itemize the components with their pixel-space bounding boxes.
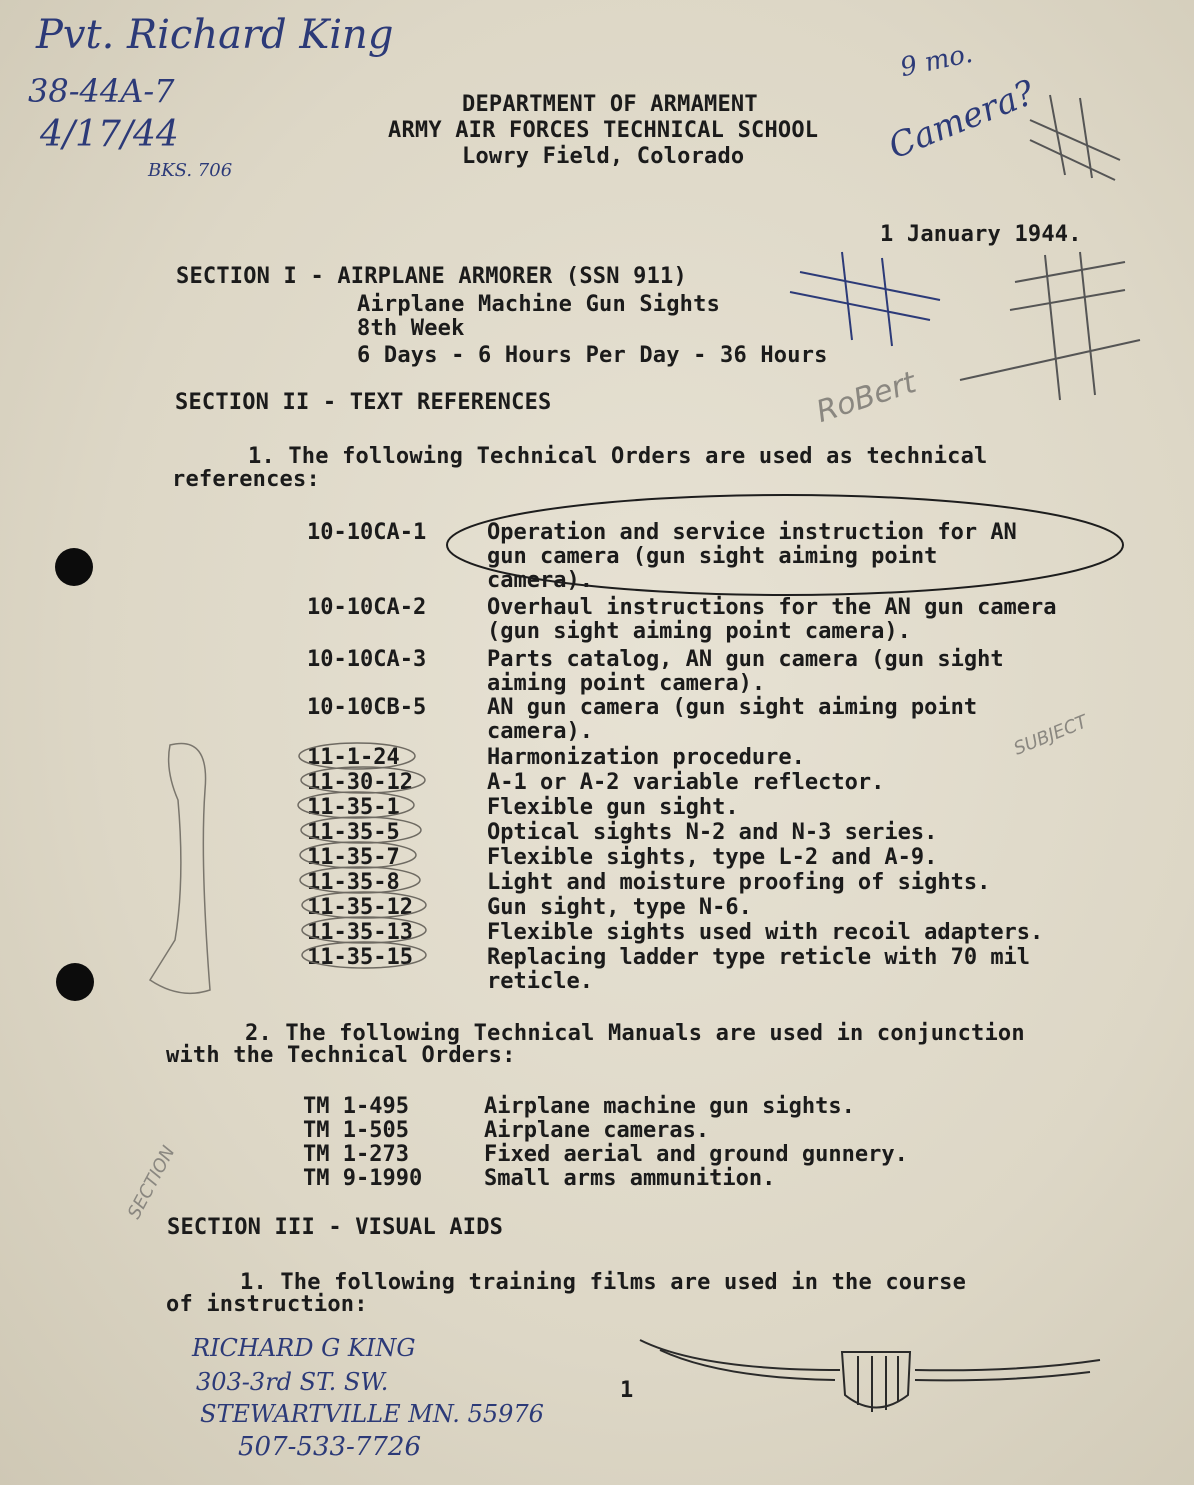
handwritten-camera-note: Camera? [883,72,1041,168]
tech-order-description: gun camera (gun sight aiming point [487,544,938,569]
section3-para1-line2: of instruction: [166,1292,368,1317]
tech-order-code: 10-10CA-3 [307,647,427,672]
tech-order-description: Flexible sights used with recoil adapters. [487,920,1044,945]
tech-order-description: Optical sights N-2 and N-3 series. [487,820,938,845]
section1-title: SECTION I - AIRPLANE ARMORER (SSN 911) [176,264,687,289]
handwritten-number: 38-44A-7 [28,72,175,110]
pencil-section-note: SECTION [123,1142,180,1223]
pencil-ovals [298,743,426,968]
tech-order-description: Flexible gun sight. [487,795,739,820]
pencil-subject-note: SUBJECT [1010,711,1091,760]
manual-description: Fixed aerial and ground gunnery. [484,1142,908,1167]
page-number: 1 [620,1378,634,1403]
tech-order-description: (gun sight aiming point camera). [487,619,911,644]
tech-order-code: 11-35-7 [307,845,400,870]
header-department: DEPARTMENT OF ARMAMENT [462,92,758,117]
pencil-robert-note: RoBert [812,365,921,430]
tech-order-description: A-1 or A-2 variable reflector. [487,770,885,795]
section1-week: 8th Week [357,316,465,341]
manual-code: TM 1-505 [303,1118,409,1143]
address-city: STEWARTVILLE MN. 55976 [200,1400,544,1428]
tech-order-code: 11-30-12 [307,770,413,795]
tech-order-code: 11-35-1 [307,795,400,820]
tic-tac-toe-doodle-3 [1030,95,1120,180]
address-name: RICHARD G KING [192,1334,416,1362]
tech-order-description: reticle. [487,969,593,994]
section2-para2-line1: 2. The following Technical Manuals are used in conjunction [245,1021,1025,1046]
header-date: 1 January 1944. [880,222,1082,247]
manual-code: TM 9-1990 [303,1166,423,1191]
tech-order-code: 11-35-13 [307,920,413,945]
tech-order-description: AN gun camera (gun sight aiming point [487,695,978,720]
tech-order-description: Harmonization procedure. [487,745,805,770]
tech-order-description: Overhaul instructions for the AN gun camera [487,595,1057,620]
handwritten-months: 9 mo. [897,38,976,84]
ink-ellipse [447,495,1123,595]
section2-para1-line2: references: [172,467,320,492]
tech-order-code: 10-10CA-1 [307,520,427,545]
section1-hours: 6 Days - 6 Hours Per Day - 36 Hours [357,343,828,368]
tech-order-description: Replacing ladder type reticle with 70 mil [487,945,1031,970]
handwritten-date: 4/17/44 [40,114,179,155]
tech-order-code: 11-35-5 [307,820,400,845]
handwritten-name: Pvt. Richard King [36,12,394,58]
tech-order-code: 11-1-24 [307,745,400,770]
tech-order-description: Operation and service instruction for AN [487,520,1017,545]
header-school: ARMY AIR FORCES TECHNICAL SCHOOL [388,118,819,143]
tech-order-description: camera). [487,568,593,593]
tech-order-code: 11-35-15 [307,945,413,970]
section2-para2-line2: with the Technical Orders: [166,1043,516,1068]
tic-tac-toe-doodle-2 [960,252,1140,400]
pencil-sketch [150,743,210,993]
tic-tac-toe-doodle-1 [790,252,940,346]
tech-order-description: Light and moisture proofing of sights. [487,870,991,895]
section3-para1-line1: 1. The following training films are used in the course [240,1270,967,1295]
tech-order-description: Flexible sights, type L-2 and A-9. [487,845,938,870]
manual-description: Airplane machine gun sights. [484,1094,855,1119]
manual-code: TM 1-273 [303,1142,409,1167]
tech-order-code: 10-10CA-2 [307,595,427,620]
tech-order-code: 11-35-12 [307,895,413,920]
section2-title: SECTION II - TEXT REFERENCES [175,390,552,415]
wings-insignia [640,1340,1100,1412]
manual-description: Airplane cameras. [484,1118,710,1143]
tech-order-code: 11-35-8 [307,870,400,895]
header-location: Lowry Field, Colorado [462,144,745,169]
manual-description: Small arms ammunition. [484,1166,776,1191]
handwritten-barracks: BKS. 706 [148,160,233,181]
section2-para1-line1: 1. The following Technical Orders are used as technical [248,444,988,469]
tech-order-description: Parts catalog, AN gun camera (gun sight [487,647,1004,672]
section3-title: SECTION III - VISUAL AIDS [167,1215,504,1240]
address-phone: 507-533-7726 [238,1432,421,1462]
address-street: 303-3rd ST. SW. [196,1368,389,1396]
tech-order-description: Gun sight, type N-6. [487,895,752,920]
manual-code: TM 1-495 [303,1094,409,1119]
tech-order-description: camera). [487,719,593,744]
section1-subject: Airplane Machine Gun Sights [357,292,721,317]
tech-order-code: 10-10CB-5 [307,695,427,720]
tech-order-description: aiming point camera). [487,671,766,696]
